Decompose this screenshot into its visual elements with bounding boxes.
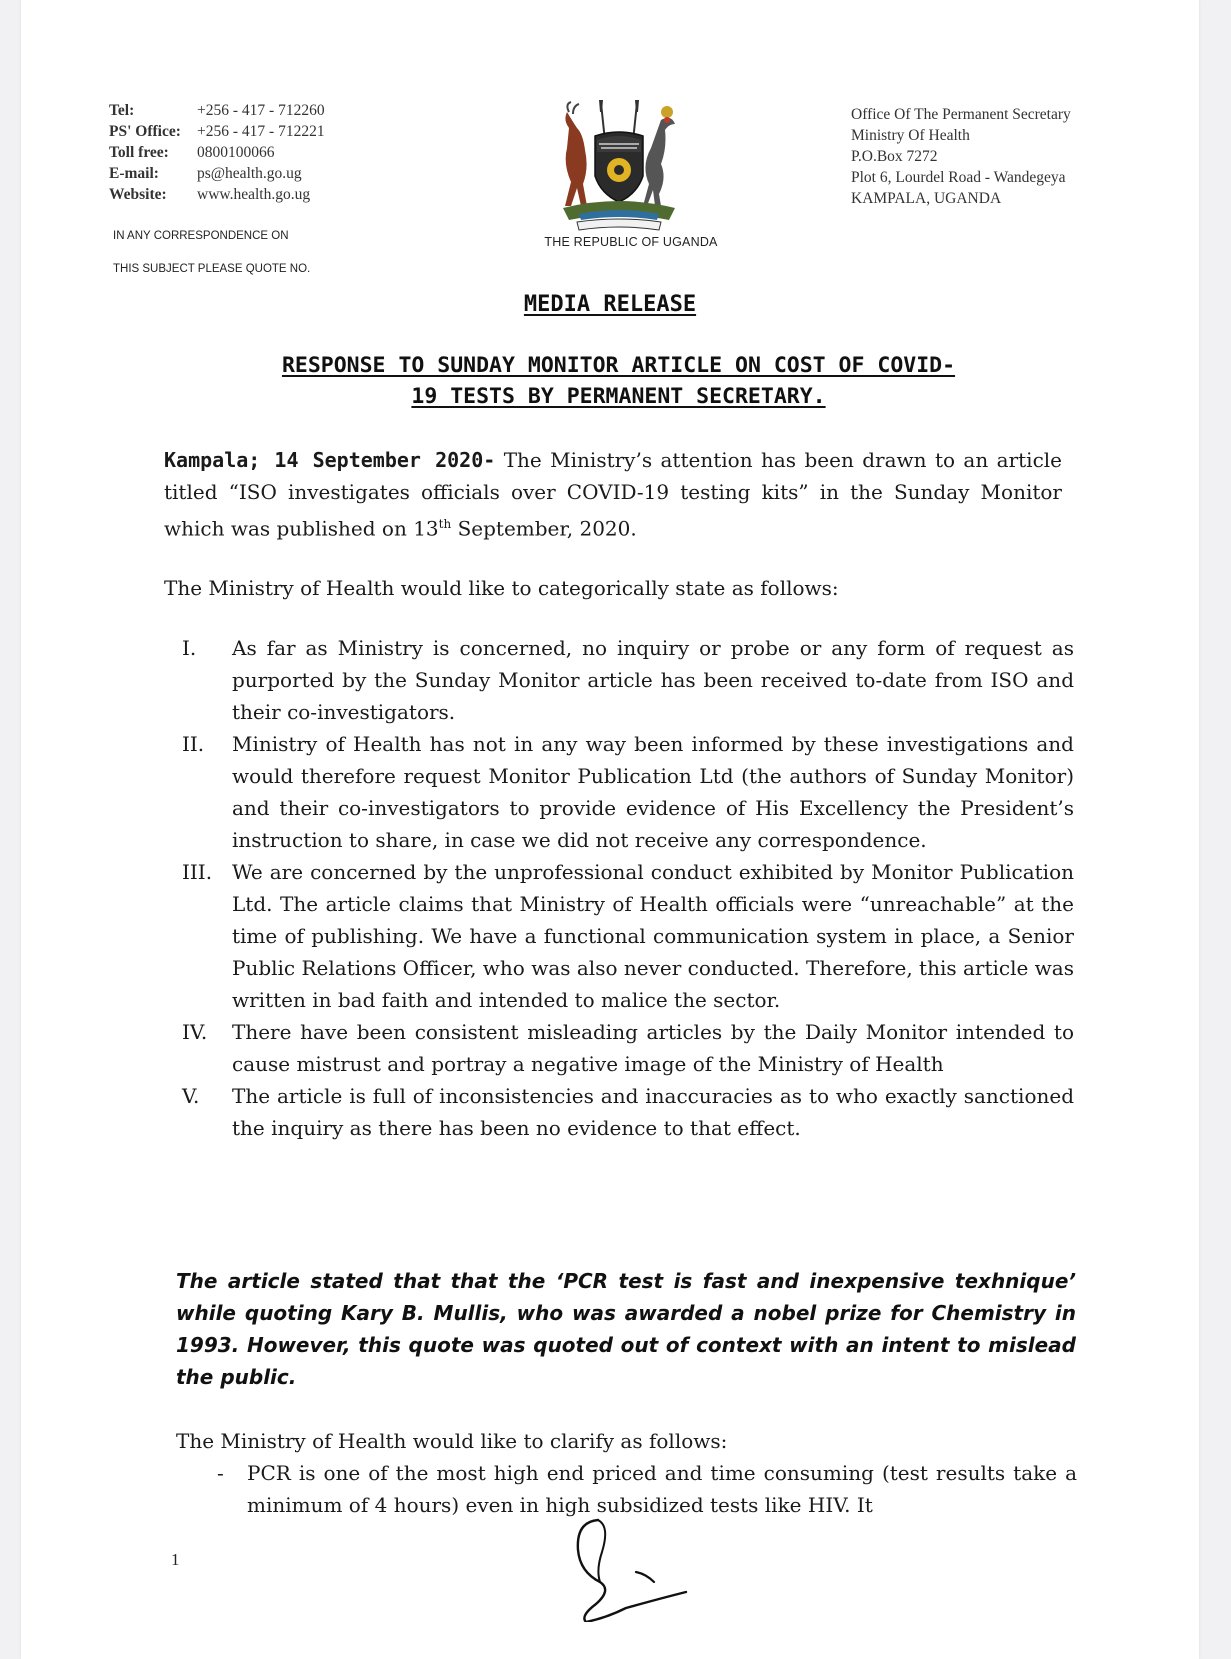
intro-text-part2: September, 2020.: [451, 516, 637, 541]
document-page: [21, 0, 1199, 1659]
contact-value: +256 - 417 - 712260: [197, 102, 325, 119]
list-item-text: The article is full of inconsistencies and inaccuracies as to who exactly sanctioned the inquiry as there has been no evidence to that effect.: [232, 1084, 1074, 1140]
contact-label: E-mail:: [109, 165, 159, 182]
subtitle-line1: RESPONSE TO SUNDAY MONITOR ARTICLE ON COST OF COVID-: [281, 353, 956, 378]
office-line: KAMPALA, UGANDA: [851, 190, 1002, 207]
quote-note-line1: IN ANY CORRESPONDENCE ON: [113, 230, 289, 242]
page-title: [21, 292, 1199, 317]
list-item-number: III.: [182, 860, 213, 884]
contact-label: Tel:: [109, 102, 135, 119]
quote-note-line2: THIS SUBJECT PLEASE QUOTE NO.: [113, 263, 311, 275]
list-item-text: Ministry of Health has not in any way been informed by these investigations and would therefore request Monitor Publication Ltd (the authors of Sunday Monitor) and their co-investigators to provide evidence of His Excellency the President’s instruction to share, in case we did not receive any correspondence.: [232, 732, 1074, 852]
list-item-number: I.: [182, 636, 197, 660]
list-item-text: There have been consistent misleading articles by the Daily Monitor intended to cause mistrust and portray a negative image of the Ministry of Health: [232, 1020, 1074, 1076]
lead-paragraph: The Ministry of Health would like to categorically state as follows:: [164, 576, 839, 600]
page-number: 1: [171, 1550, 180, 1569]
office-line: Plot 6, Lourdel Road - Wandegeya: [851, 169, 1066, 186]
contact-label: PS' Office:: [109, 123, 181, 140]
list-item: [164, 1080, 1074, 1144]
contact-block: [109, 100, 325, 205]
list-item: [164, 728, 1074, 856]
subtitle-line2: 19 TESTS BY PERMANENT SECRETARY.: [411, 384, 826, 409]
office-line: P.O.Box 7272: [851, 148, 938, 165]
office-line: Office Of The Permanent Secretary: [851, 106, 1071, 123]
coat-of-arms-icon: [549, 98, 689, 233]
republic-label: THE REPUBLIC OF UGANDA: [544, 235, 718, 249]
office-address-block: [851, 104, 1071, 209]
list-item-number: IV.: [182, 1020, 208, 1044]
bullet-marker: -: [217, 1461, 224, 1485]
numbered-list: [164, 632, 1074, 1144]
contact-value: ps@health.go.ug: [197, 165, 302, 182]
dateline: Kampala; 14 September 2020-: [164, 448, 496, 472]
list-item-text: As far as Ministry is concerned, no inquiry or probe or any form of request as purported by the Sunday Monitor article has been received to-date from ISO and their co-investigators.: [232, 636, 1074, 724]
list-item-text: We are concerned by the unprofessional conduct exhibited by Monitor Publication Ltd. The article claims that Ministry of Health officials were “unreachable” at the time of publishing. We have a functional communication system in place, a Senior Public Relations Officer, who was also never conducted. Therefore, this article was written in bad faith and intended to malice the sector.: [232, 860, 1074, 1012]
contact-label: Website:: [109, 186, 167, 203]
page-title-text: MEDIA RELEASE: [523, 292, 697, 317]
list-item-number: II.: [182, 732, 205, 756]
signature-icon: [566, 1512, 736, 1622]
intro-superscript: th: [438, 517, 452, 531]
contact-row: [109, 121, 325, 142]
contact-value: +256 - 417 - 712221: [197, 123, 325, 140]
subtitle: [166, 350, 1071, 412]
intro-text-part1: The Ministry’s attention has been drawn to an article titled “ISO investigates officials over COVID-19 testing kits” in the Sunday Monitor which was published on 13: [164, 448, 1062, 541]
clarify-lead: The Ministry of Health would like to clarify as follows:: [176, 1429, 728, 1453]
intro-paragraph: [164, 444, 1062, 545]
list-item: [164, 856, 1074, 1016]
statement-paragraph: The article stated that that the ‘PCR test is fast and inexpensive texhnique’ while quoting Kary B. Mullis, who was awarded a nobel prize for Chemistry in 1993. However, this quote was quoted out of context with an intent to mislead the public.: [176, 1269, 1076, 1389]
office-line: Ministry Of Health: [851, 127, 970, 144]
list-item-number: V.: [182, 1084, 200, 1108]
bullet-text: PCR is one of the most high end priced and time consuming (test results take a minimum of 4 hours) even in high subsidized tests like HIV. It: [247, 1461, 1077, 1517]
contact-row: [109, 163, 325, 184]
contact-row: [109, 142, 325, 163]
list-item: [164, 1016, 1074, 1080]
list-item: [164, 632, 1074, 728]
contact-row: [109, 184, 325, 205]
contact-value: www.health.go.ug: [197, 186, 311, 203]
contact-value: 0800100066: [197, 144, 275, 161]
contact-label: Toll free:: [109, 144, 169, 161]
contact-row: [109, 100, 325, 121]
